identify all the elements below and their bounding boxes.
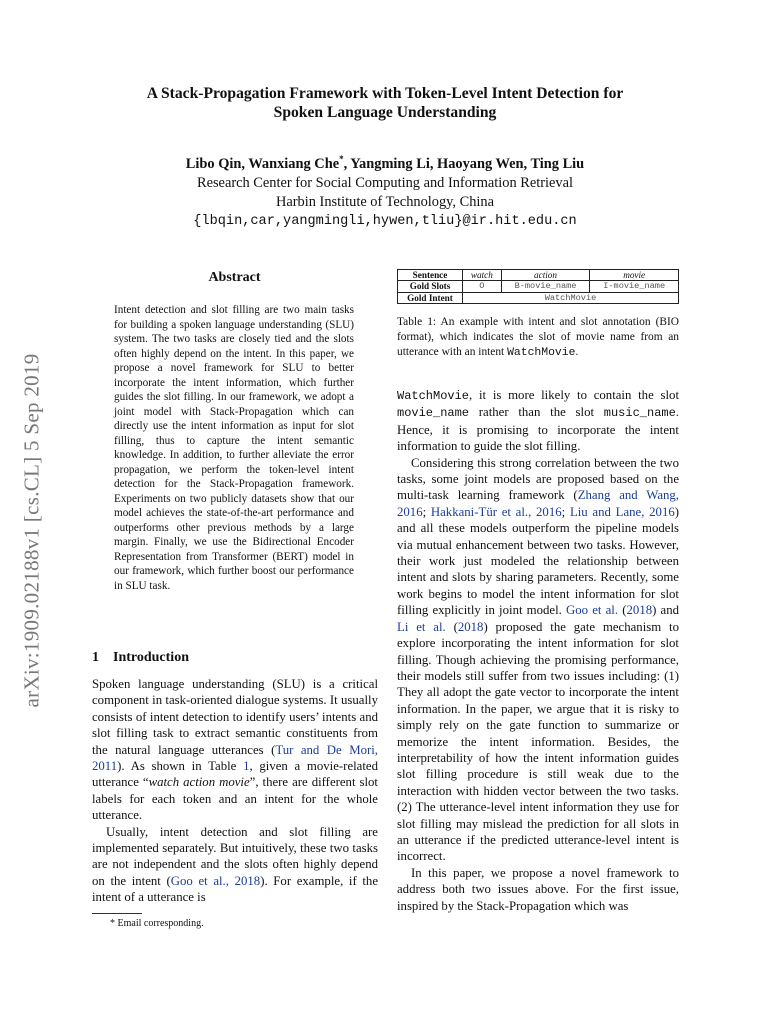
table-header-token: action: [501, 270, 590, 281]
author-block: [60, 150, 710, 231]
text-run: ;: [422, 504, 431, 519]
citation-link[interactable]: Hakkani-Tür et al., 2016: [430, 504, 562, 519]
code-span: movie_name: [397, 406, 470, 421]
text-run: ) and all these models outperform the pipeline models via mutual enhancement between two tasks. However, their work just modeled the relationship between intent and slots by sharing parameters. Recently, some work begins to model the intent information for slot filling explicitly in joint model.: [397, 504, 680, 618]
right-paragraph-1: [397, 387, 679, 455]
text-run: Usually, intent detection and slot filling are implemented separately. But intuitively, these two tasks are not independent and the slots often highly depend on the intent (: [92, 824, 378, 888]
text-run: ). For example, if the intent of a utterance is: [92, 873, 379, 905]
table-header-sentence: Sentence: [398, 270, 463, 281]
code-span: WatchMovie: [397, 389, 470, 403]
abstract-heading: Abstract: [208, 270, 261, 285]
citation-link[interactable]: 2018: [626, 603, 653, 618]
footnote: * Email corresponding.: [110, 918, 204, 929]
section-heading-introduction: [92, 650, 377, 666]
code-span: WatchMovie: [507, 347, 576, 359]
text-run: ;: [561, 504, 570, 519]
right-column-body: [397, 387, 679, 914]
title-line-1: A Stack-Propagation Framework with Token-Level Intent Detection for: [146, 85, 624, 102]
title-line-2: Spoken Language Understanding: [273, 104, 497, 121]
text-run: . Hence, it is promising to incorporate the intent information to guide the slot filling.: [397, 405, 679, 454]
section-title: Introduction: [113, 650, 189, 665]
table-1: [397, 269, 679, 304]
table-cell-slot: I-movie_name: [590, 281, 679, 292]
left-column-body: [92, 676, 378, 906]
affiliation-line-1: Research Center for Social Computing and Information Retrieval: [196, 174, 574, 191]
table-cell-slot: B-movie_name: [501, 281, 590, 292]
text-run: rather than the slot: [469, 405, 604, 420]
footnote-rule: [92, 913, 142, 914]
table-cell-slot: O: [463, 281, 502, 292]
citation-link[interactable]: Goo et al.: [566, 603, 619, 618]
text-run: ) and: [652, 603, 680, 618]
text-run: Table 1: An example with intent and slot annotation (BIO format), which indicates the slot of movie name from an utterance with an intent: [397, 316, 679, 358]
text-run: , given a movie-related utterance “: [92, 759, 378, 790]
text-run: ) proposed the gate mechanism to explore incorporating the intent information for slot filling. Though achieving the promising performance, their models still suffer from two issues including: (1) They all adopt the gate vector to incorporate the intent information. In the paper, we argue that it is risky to simply rely on the gate function to summarize or memorize the intent information. Besides, the interpretability of how the intent information guides slot filling procedure is still weak due to the interaction with hidden vector between the two tasks. (2) The utterance-level intent information they use for slot filling may mislead the prediction for all slots in an utterance if the predicted utterance-level intent is incorrect.: [397, 619, 679, 864]
example-utterance: watch action movie: [148, 775, 250, 790]
text-run: (: [618, 603, 627, 618]
intro-paragraph-2: [92, 824, 378, 906]
author-footnote-mark: *: [339, 154, 344, 164]
text-run: ). As shown in Table: [117, 759, 244, 774]
table-row-label: Gold Slots: [398, 281, 463, 292]
intro-paragraph-1: [92, 676, 378, 824]
table-cell-intent: WatchMovie: [463, 292, 679, 303]
table-header-token: watch: [463, 270, 502, 281]
citation-link[interactable]: Liu and Lane, 2016: [569, 504, 675, 519]
affiliation-line-2: Harbin Institute of Technology, China: [275, 193, 494, 210]
section-number: 1: [92, 650, 99, 665]
text-run: (: [445, 619, 458, 634]
authors-first: Libo Qin, Wanxiang Che: [185, 155, 340, 172]
arxiv-identifier-text: arXiv:1909.02188v1 [cs.CL] 5 Sep 2019: [19, 352, 44, 708]
arxiv-identifier: [2, 300, 62, 760]
author-emails: {lbqin,car,yangmingli,hywen,tliu}@ir.hit.edu.cn: [193, 213, 577, 229]
table-row-label: Gold Intent: [398, 292, 463, 303]
text-run: Spoken language understanding (SLU) is a critical component in task-oriented dialogue systems. It usually consists of intent detection to identify users’ intents and slot filling task to extract semantic constituents from the natural language utterances (: [92, 677, 378, 757]
right-paragraph-2: [397, 455, 679, 865]
text-run: .: [575, 346, 579, 358]
table-header-token: movie: [590, 270, 679, 281]
table-row-gold-intent: [398, 292, 679, 303]
right-paragraph-3: In this paper, we propose a novel framework to address both two issues above. For the first issue, inspired by the Stack-Propagation which was: [397, 865, 679, 913]
abstract-text: Intent detection and slot filling are two main tasks for building a spoken language understanding (SLU) system. The two tasks are closely tied and the slots often highly depend on the intent. In this paper, we propose a novel framework for SLU to better incorporate the intent information, which further guides the slot filling. In our framework, we adopt a joint model with Stack-Propagation which can directly use the intent information as input for slot filling, thus to capture the intent semantic knowledge. In addition, to further alleviate the error propagation, we perform the token-level intent detection for the Stack-Propagation framework. Experiments on two publicly datasets show that our model achieves the state-of-the-art performance and outperforms other previous methods by a large margin. Finally, we use the Bidirectional Encoder Representation from Transformer (BERT) model in our framework, which further boost our performance in SLU task.: [114, 304, 354, 592]
text-run: , it is more likely to contain the slot: [469, 388, 679, 402]
table-1-caption: [397, 315, 679, 361]
citation-link[interactable]: Zhang and Wang, 2016: [397, 488, 679, 519]
text-run: Considering this strong correlation between the two tasks, some joint models are proposed based on the multi-task learning framework (: [397, 455, 679, 503]
author-names: [60, 150, 710, 174]
citation-link[interactable]: Li et al.: [397, 619, 446, 634]
table-header-row: [398, 270, 679, 281]
citation-link[interactable]: Tur and De Mori, 2011: [92, 742, 378, 774]
table-row-gold-slots: [398, 281, 679, 292]
code-span: music_name: [603, 406, 676, 421]
table-ref-link[interactable]: 1: [243, 759, 250, 774]
text-run: ”, there are different slot labels for each token and an intent for the whole utterance.: [92, 775, 378, 823]
paper-title: [60, 84, 710, 122]
authors-rest: , Yangming Li, Haoyang Wen, Ting Liu: [343, 155, 585, 172]
citation-link[interactable]: Goo et al., 2018: [170, 873, 261, 888]
citation-link[interactable]: 2018: [457, 619, 484, 634]
